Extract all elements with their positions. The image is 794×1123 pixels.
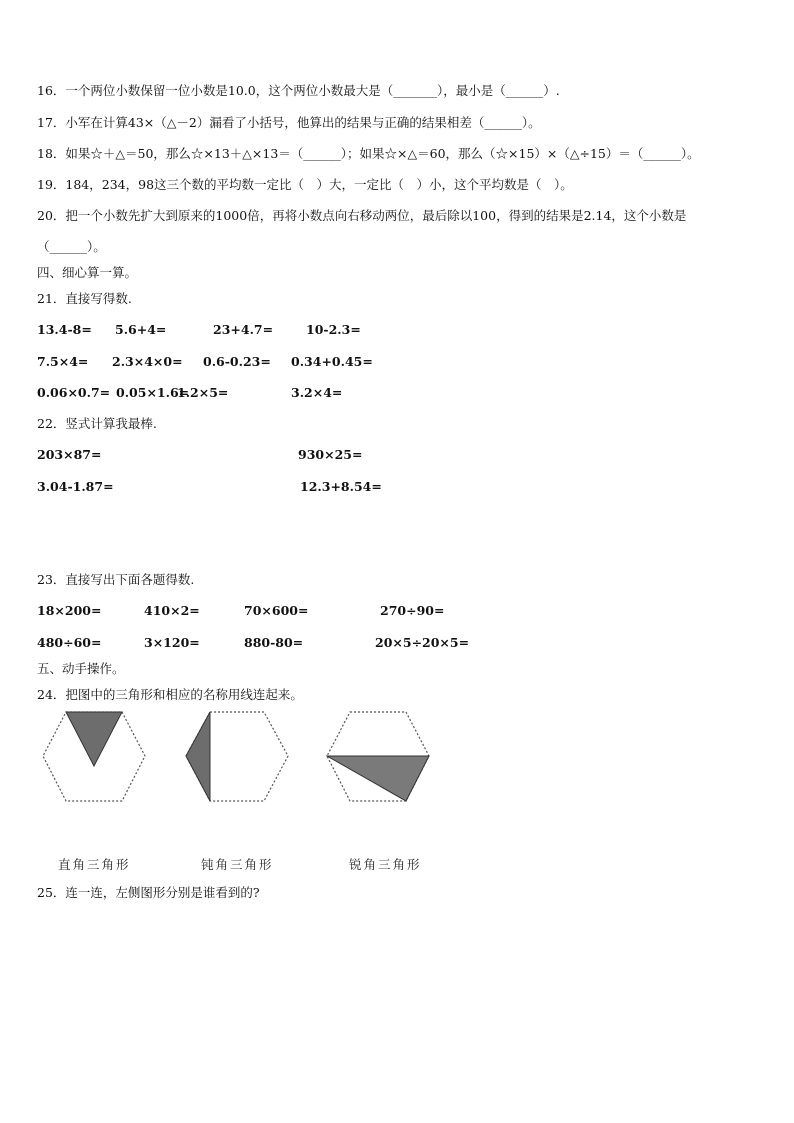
question-20: 20．把一个小数先扩大到原来的1000倍，再将小数点向右移动两位，最后除以100，得到的结果是2.14，这个小数是 [37, 208, 687, 223]
calc-item: 10-2.3= [306, 322, 361, 337]
triangle-label-obtuse: 钝角三角形 [201, 857, 274, 872]
calc-item: 3.04-1.87= [37, 479, 114, 494]
calc-item: 0.6-0.23= [203, 354, 271, 369]
triangle-label-acute: 锐角三角形 [349, 857, 422, 872]
section-heading-5: 五、动手操作。 [37, 661, 125, 676]
calc-item: 5.6+4= [115, 322, 167, 337]
question-20-blank: （______）。 [37, 239, 106, 254]
question-16: 16．一个两位小数保留一位小数是10.0，这个两位小数最大是（_______），最小是（______）. [37, 83, 560, 98]
question-17: 17．小军在计算43×（△－2）漏看了小括号，他算出的结果与正确的结果相差（______）。 [37, 115, 541, 130]
question-23-title: 23．直接写出下面各题得数. [37, 572, 195, 587]
calc-item: 1.2×5= [177, 385, 229, 400]
calc-item: 410×2= [144, 603, 200, 618]
question-22-title: 22．竖式计算我最棒. [37, 416, 157, 431]
calc-item: 0.06×0.7= [37, 385, 111, 400]
calc-item: 70×600= [244, 603, 309, 618]
question-21-title: 21．直接写得数. [37, 291, 132, 306]
question-24-title: 24．把图中的三角形和相应的名称用线连起来。 [37, 687, 303, 702]
calc-item: 23+4.7= [213, 322, 274, 337]
question-18: 18．如果☆＋△＝50，那么☆×13＋△×13＝（______）；如果☆×△＝60，那么（☆×15）×（△÷15）＝（______）。 [37, 146, 700, 161]
calc-item: 13.4-8= [37, 322, 92, 337]
triangle-label-right: 直角三角形 [58, 857, 131, 872]
calc-item: 480÷60= [37, 635, 102, 650]
question-25-title: 25．连一连，左侧图形分别是谁看到的? [37, 885, 260, 900]
calc-item: 270÷90= [380, 603, 445, 618]
calc-item: 880-80= [244, 635, 304, 650]
calc-item: 7.5×4= [37, 354, 89, 369]
hexagon-figure-right-triangle [42, 710, 148, 804]
calc-item: 12.3+8.54= [300, 479, 382, 494]
calc-item: 0.05×1.6= [116, 385, 190, 400]
hexagon-figure-acute-triangle [326, 710, 432, 804]
calc-item: 0.34+0.45= [291, 354, 373, 369]
section-heading-4: 四、细心算一算。 [37, 265, 138, 280]
calc-item: 3×120= [144, 635, 200, 650]
calc-item: 3.2×4= [291, 385, 343, 400]
calc-item: 203×87= [37, 447, 102, 462]
calc-item: 18×200= [37, 603, 102, 618]
hexagon-figure-obtuse-triangle [183, 710, 291, 804]
question-19: 19．184，234，98这三个数的平均数一定比（ ）大，一定比（ ）小，这个平均数是（ ）。 [37, 177, 573, 192]
calc-item: 20×5÷20×5= [375, 635, 470, 650]
calc-item: 2.3×4×0= [112, 354, 183, 369]
calc-item: 930×25= [298, 447, 363, 462]
